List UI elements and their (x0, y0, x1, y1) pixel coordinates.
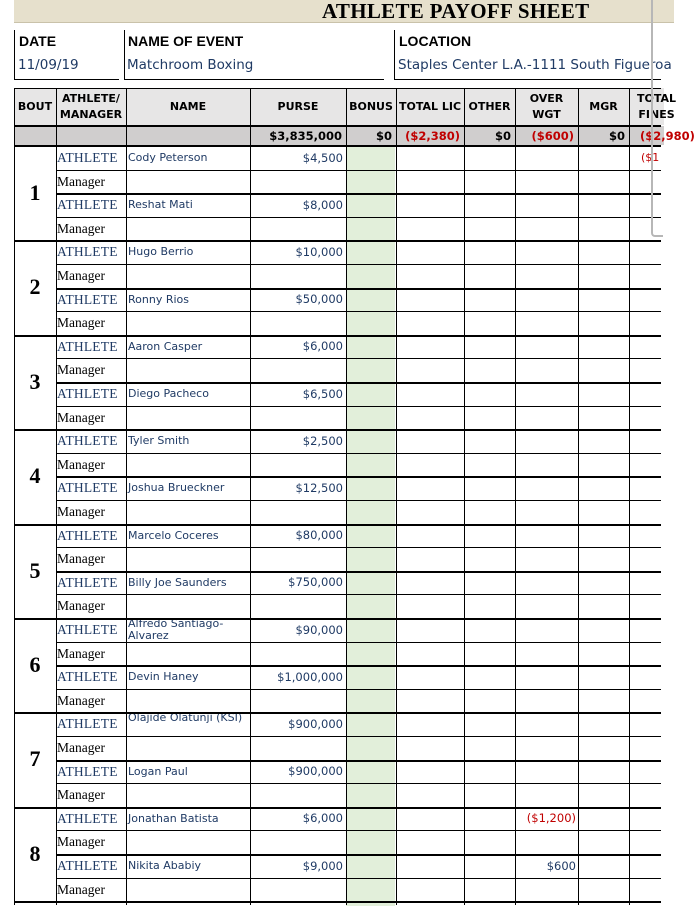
grid-row-line (14, 618, 661, 620)
grid-row-line (56, 453, 661, 454)
role-athlete-label: ATHLETE (57, 433, 118, 449)
bout-number: 2 (29, 274, 41, 300)
role-athlete-label: ATHLETE (57, 763, 118, 779)
purse-cell[interactable]: $4,500 (302, 150, 343, 165)
role-athlete-label: ATHLETE (57, 810, 118, 826)
header-bonus: BONUS (349, 99, 393, 113)
purse-cell[interactable]: $900,000 (288, 716, 343, 731)
athlete-name[interactable]: Alfredo Santiago-Alvarez (128, 617, 224, 642)
grid-row-line (56, 665, 661, 667)
grid-row-line (14, 901, 661, 903)
header-athlete-manager: ATHLETE/ MANAGER (59, 91, 123, 121)
role-manager-label: Manager (57, 315, 105, 331)
header-total-fines: TOTAL FINES (637, 91, 677, 121)
role-manager-label: Manager (57, 173, 105, 189)
athlete-name[interactable]: Aaron Casper (128, 339, 203, 353)
role-athlete-label: ATHLETE (57, 622, 118, 637)
role-manager-label: Manager (57, 268, 105, 283)
grid-row-line (14, 335, 661, 337)
purse-cell[interactable]: $6,000 (302, 811, 343, 826)
event-value[interactable]: Matchroom Boxing (127, 57, 254, 73)
role-manager-label: Manager (57, 220, 105, 236)
grid-row-line (56, 736, 661, 737)
sheet-title: ATHLETE PAYOFF SHEET (322, 0, 590, 23)
role-athlete-label: ATHLETE (57, 716, 118, 732)
role-manager-label: Manager (57, 692, 105, 708)
bout-number: 8 (29, 840, 41, 866)
purse-cell[interactable]: $2,500 (302, 433, 343, 448)
bout-number: 5 (29, 557, 41, 583)
grid-row-line (56, 783, 661, 784)
grid-header-line (14, 88, 661, 89)
location-label: LOCATION (399, 33, 472, 49)
grid-row-line (56, 170, 661, 171)
header-purse: PURSE (277, 99, 319, 113)
grid-row-line (56, 689, 661, 690)
athlete-name[interactable]: Billy Joe Saunders (128, 575, 227, 589)
header-other: OTHER (468, 99, 511, 113)
role-manager-label: Manager (57, 362, 105, 378)
purse-cell[interactable]: $80,000 (295, 528, 343, 543)
bout-number: 3 (29, 368, 41, 394)
grid-header-line (14, 125, 661, 127)
purse-cell[interactable]: $6,500 (302, 386, 343, 401)
purse-cell[interactable]: $10,000 (295, 244, 343, 259)
total-mgr: $0 (608, 129, 625, 143)
role-athlete-label: ATHLETE (57, 574, 118, 590)
athlete-name[interactable]: Cody Peterson (128, 151, 208, 164)
athlete-name[interactable]: Olajide Olatunji (KSI) (128, 711, 243, 725)
purse-cell[interactable]: $90,000 (295, 622, 343, 637)
grid-row-line (56, 547, 661, 548)
role-manager-label: Manager (57, 740, 105, 755)
role-athlete-label: ATHLETE (57, 858, 118, 873)
location-value[interactable]: Staples Center L.A.-1111 South Figueroa (398, 57, 672, 73)
athlete-name[interactable]: Reshat Mati (128, 198, 193, 212)
athlete-name[interactable]: Hugo Berrio (128, 245, 194, 259)
athlete-name[interactable]: Devin Haney (128, 670, 199, 684)
role-athlete-label: ATHLETE (57, 197, 118, 213)
role-athlete-label: ATHLETE (57, 669, 118, 685)
grid-row-line (56, 476, 661, 478)
header-name: NAME (169, 99, 207, 113)
grid-row-line (56, 571, 661, 573)
grid-row-line (56, 642, 661, 643)
grid-row-line (56, 854, 661, 856)
header-over-wgt: OVER WGT (529, 91, 564, 121)
athlete-name[interactable]: Ronny Rios (128, 292, 189, 306)
grid-row-line (56, 406, 661, 407)
role-athlete-label: ATHLETE (57, 480, 118, 496)
bout-number: 7 (29, 746, 41, 772)
athlete-name[interactable]: Nikita Ababiy (128, 859, 202, 872)
grid-row-line (56, 358, 661, 359)
purse-cell[interactable]: $750,000 (288, 575, 343, 590)
total-lic: ($2,380) (405, 129, 460, 143)
grid-row-line (14, 240, 661, 242)
purse-cell[interactable]: $12,500 (295, 480, 343, 495)
role-athlete-label: ATHLETE (57, 338, 118, 354)
athlete-name[interactable]: Jonathan Batista (128, 811, 219, 825)
bout-number: 1 (29, 180, 41, 205)
role-athlete-label: ATHLETE (57, 291, 118, 307)
grid-row-line (14, 712, 661, 714)
role-manager-label: Manager (57, 409, 105, 425)
role-athlete-label: ATHLETE (57, 386, 118, 401)
role-athlete-label: ATHLETE (57, 150, 118, 165)
role-manager-label: Manager (57, 551, 105, 567)
athlete-name[interactable]: Marcelo Coceres (128, 528, 219, 542)
grid-row-line (56, 500, 661, 501)
role-manager-label: Manager (57, 834, 105, 850)
date-value[interactable]: 11/09/19 (18, 57, 79, 73)
role-manager-label: Manager (57, 881, 105, 897)
purse-cell[interactable]: $1,000,000 (277, 669, 343, 684)
header-total-lic: TOTAL LIC (398, 99, 462, 113)
grid-row-line (56, 311, 661, 312)
role-manager-label: Manager (57, 645, 105, 661)
total-bonus: $0 (375, 129, 392, 143)
athlete-name[interactable]: Joshua Brueckner (128, 481, 225, 495)
role-athlete-label: ATHLETE (57, 527, 118, 543)
athlete-name[interactable]: Diego Pacheco (128, 387, 209, 400)
grid-row-line (56, 760, 661, 762)
over-wgt-cell[interactable]: $600 (546, 858, 576, 873)
scrollbar[interactable] (651, 0, 663, 237)
total-over-wgt: ($600) (531, 129, 574, 143)
total-fines-cell[interactable]: ($1 (641, 151, 660, 164)
purse-cell[interactable]: $6,000 (302, 339, 343, 354)
grid-column-line (14, 88, 15, 905)
grid-header-line (14, 145, 661, 147)
athlete-name[interactable]: Tyler Smith (128, 434, 190, 448)
role-manager-label: Manager (57, 787, 105, 803)
grid-row-line (56, 264, 661, 265)
grid-row-line (56, 382, 661, 384)
bout-number: 6 (29, 652, 41, 677)
grid-row-line (14, 429, 661, 431)
header-bout: BOUT (17, 99, 53, 113)
role-manager-label: Manager (57, 598, 105, 614)
grid-row-line (56, 288, 661, 290)
grid-row-line (56, 830, 661, 831)
total-other: $0 (494, 129, 511, 143)
grid-row-line (56, 193, 661, 195)
total-fines: ($2,980) (640, 129, 695, 143)
grid-row-line (56, 594, 661, 595)
header-mgr: MGR (589, 99, 618, 113)
athlete-name[interactable]: Logan Paul (128, 764, 188, 778)
role-manager-label: Manager (57, 456, 105, 472)
purse-cell[interactable]: $9,000 (302, 858, 343, 873)
total-purse: $3,835,000 (269, 129, 342, 143)
grid-row-line (56, 878, 661, 879)
role-athlete-label: ATHLETE (57, 244, 118, 260)
date-label: DATE (19, 33, 57, 49)
purse-cell[interactable]: $8,000 (302, 197, 343, 212)
grid-row-line (56, 217, 661, 218)
purse-cell[interactable]: $900,000 (288, 764, 343, 779)
grid-row-line (14, 524, 661, 526)
role-manager-label: Manager (57, 504, 105, 519)
grid-row-line (14, 807, 661, 809)
event-label: NAME OF EVENT (128, 33, 244, 49)
over-wgt-cell[interactable]: ($1,200) (526, 811, 576, 826)
purse-cell[interactable]: $50,000 (295, 292, 343, 307)
bout-number: 4 (29, 463, 41, 489)
